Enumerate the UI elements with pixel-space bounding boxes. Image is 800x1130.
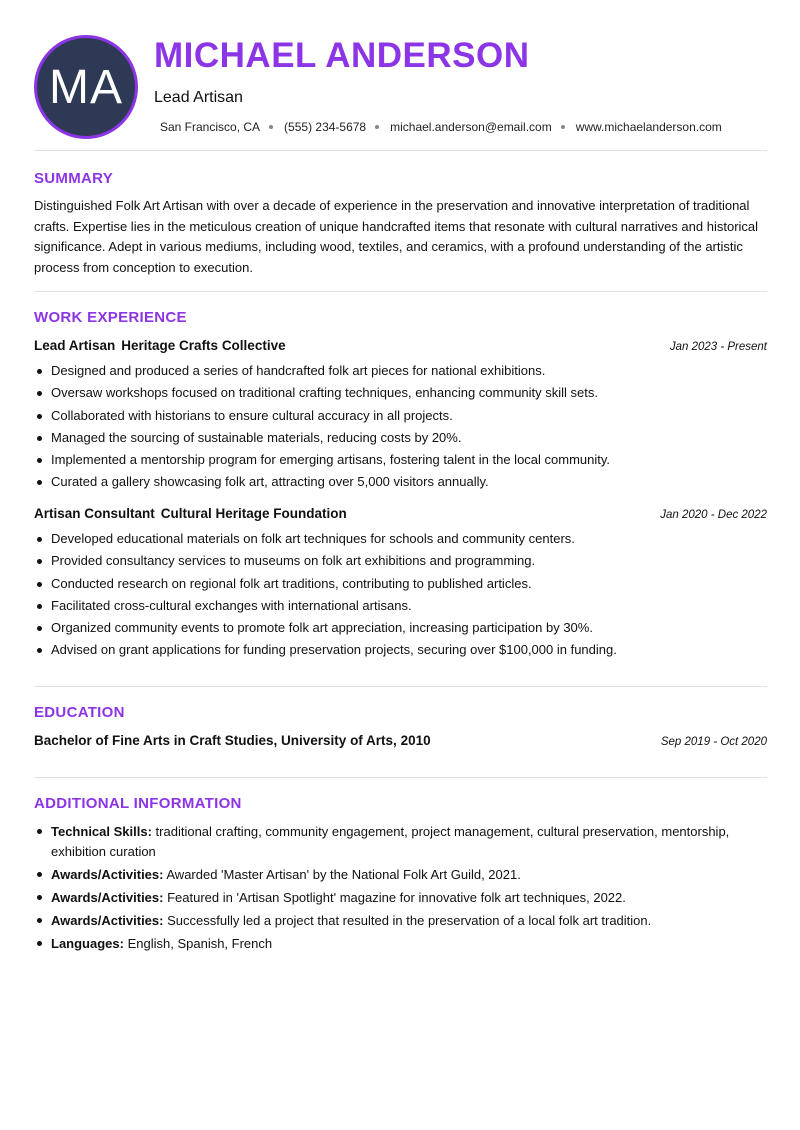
education-entry (34, 733, 767, 748)
contact-website: www.michaelanderson.com (575, 120, 722, 134)
list-item: Developed educational materials on folk art techniques for schools and community centers. (34, 528, 767, 550)
divider (34, 291, 767, 292)
separator-dot (375, 125, 379, 129)
divider (34, 150, 767, 151)
list-item (34, 822, 767, 861)
contact-phone: (555) 234-5678 (284, 120, 367, 134)
job-dates: Jan 2020 - Dec 2022 (660, 509, 767, 521)
list-item: Designed and produced a series of handcrafted folk art pieces for national exhibitions. (34, 360, 767, 382)
job-title (34, 338, 286, 353)
candidate-name: MICHAEL ANDERSON (154, 36, 530, 75)
list-item: Conducted research on regional folk art traditions, contributing to published articles. (34, 573, 767, 595)
contact-location: San Francisco, CA (160, 120, 261, 134)
job-header (34, 506, 767, 521)
additional-information-heading: ADDITIONAL INFORMATION (34, 795, 242, 812)
list-item: Provided consultancy services to museums on folk art exhibitions and programming. (34, 550, 767, 572)
item-label: Awards/Activities: (51, 912, 164, 928)
item-label: Awards/Activities: (51, 889, 164, 905)
list-item: Collaborated with historians to ensure cultural accuracy in all projects. (34, 405, 767, 427)
separator-dot (269, 125, 273, 129)
list-item (34, 911, 767, 931)
summary-text: Distinguished Folk Art Artisan with over a decade of experience in the preservation and innovative interpretation of traditional crafts. Expertise lies in the meticulous creation of unique handcrafted items that resonate with cultural narratives and historical significance. Adept in various mediums, including wood, textiles, and ceramics, with a profound understanding of the artistic process from conception to execution. (34, 198, 759, 275)
job-bullets (34, 360, 767, 494)
job-dates: Jan 2023 - Present (669, 341, 767, 353)
work-experience-heading: WORK EXPERIENCE (34, 309, 187, 326)
job-bullets (34, 528, 767, 662)
divider (34, 777, 767, 778)
job-company: Heritage Crafts Collective (121, 338, 286, 353)
candidate-role: Lead Artisan (154, 89, 243, 106)
avatar-initials: MA (49, 60, 123, 114)
job-role: Lead Artisan (34, 338, 116, 353)
item-text: traditional crafting, community engagement, project management, cultural preservation, mentorship, exhibition curation (51, 824, 730, 859)
job-header (34, 338, 767, 353)
education-heading: EDUCATION (34, 704, 125, 721)
divider (34, 686, 767, 687)
contact-email: michael.anderson@email.com (390, 120, 552, 134)
item-text: Successfully led a project that resulted in the preservation of a local folk art tradition. (167, 912, 652, 928)
list-item (34, 934, 767, 954)
list-item: Oversaw workshops focused on traditional crafting techniques, enhancing community skill sets. (34, 382, 767, 404)
list-item: Facilitated cross-cultural exchanges with international artisans. (34, 595, 767, 617)
list-item: Organized community events to promote folk art appreciation, increasing participation by 30%. (34, 617, 767, 639)
job-company: Cultural Heritage Foundation (160, 506, 347, 521)
education-dates: Sep 2019 - Oct 2020 (660, 736, 767, 748)
avatar (34, 35, 138, 139)
additional-info-list (34, 822, 767, 957)
item-text: Awarded 'Master Artisan' by the National Folk Art Guild, 2021. (166, 866, 521, 882)
job-title (34, 506, 347, 521)
summary-heading: SUMMARY (34, 170, 114, 187)
contact-row (160, 120, 722, 134)
list-item: Managed the sourcing of sustainable materials, reducing costs by 20%. (34, 427, 767, 449)
list-item: Implemented a mentorship program for emerging artisans, fostering talent in the local community. (34, 449, 767, 471)
item-text: English, Spanish, French (127, 935, 273, 951)
education-degree: Bachelor of Fine Arts in Craft Studies, University of Arts, 2010 (34, 733, 431, 748)
separator-dot (561, 125, 565, 129)
list-item: Advised on grant applications for funding preservation projects, securing over $100,000 in funding. (34, 639, 767, 661)
list-item (34, 865, 767, 885)
item-label: Languages: (51, 935, 124, 951)
list-item: Curated a gallery showcasing folk art, attracting over 5,000 visitors annually. (34, 471, 767, 493)
list-item (34, 888, 767, 908)
item-label: Technical Skills: (51, 824, 152, 839)
item-text: Featured in 'Artisan Spotlight' magazine for innovative folk art techniques, 2022. (167, 889, 626, 905)
job-role: Artisan Consultant (34, 506, 155, 521)
item-label: Awards/Activities: (51, 866, 164, 882)
